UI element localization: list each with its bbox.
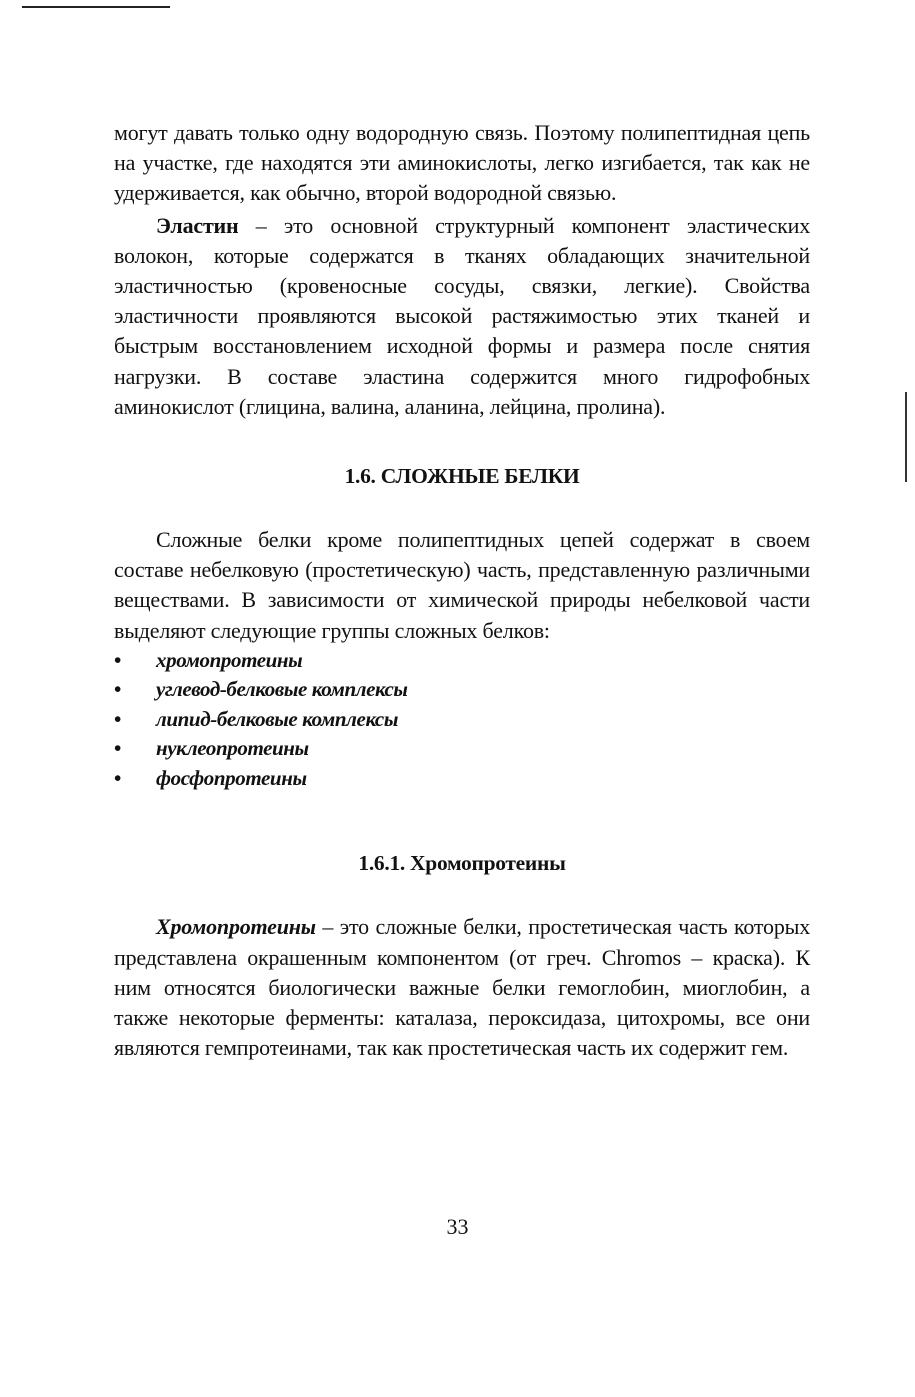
- subsection-heading: 1.6.1. Хромопротеины: [358, 851, 566, 876]
- list-item: [114, 646, 810, 676]
- group-label: хромопротеины: [156, 647, 303, 672]
- elastin-text: – это основной структурный компонент эластических волокон, которые содержатся в тканях обладающих значительной эластичностью (кровеносные сосуды, связки, легкие). Свойства эластичности проявляются высокой растяжимостью этих тканей и быстрым восстановлением исходной формы и размера после снятия нагрузки. В составе эластина содержится много гидрофобных аминокислот (глицина, валина, аланина, лейцина, пролина).: [114, 212, 810, 419]
- page-number: 33: [446, 1214, 469, 1239]
- elastin-paragraph: [114, 211, 810, 422]
- chromoproteins-term: Хромопротеины: [156, 914, 316, 940]
- elastin-term: Эластин: [156, 212, 239, 238]
- scan-edge-mark: [905, 392, 907, 482]
- page-body: [114, 118, 810, 1063]
- list-item: [114, 705, 810, 735]
- list-item: [114, 675, 810, 705]
- bullet: •: [114, 706, 121, 731]
- bullet: •: [114, 765, 121, 790]
- complex-protein-groups: [114, 646, 810, 794]
- chromoproteins-paragraph: [114, 912, 810, 1063]
- group-label: углевод-белковые комплексы: [156, 677, 408, 702]
- group-label: липид-белковые комплексы: [156, 706, 398, 731]
- group-label: фосфопротеины: [156, 765, 307, 790]
- list-item: [114, 764, 810, 794]
- bullet: •: [114, 736, 121, 761]
- bullet: •: [114, 677, 121, 702]
- top-rule: [22, 6, 170, 8]
- continued-paragraph: могут давать только одну водородную связь. Поэтому полипептидная цепь на участке, где находятся эти аминокислоты, легко изгибается, так как не удерживается, как обычно, второй водородной связью.: [114, 120, 810, 206]
- group-label: нуклеопротеины: [156, 736, 309, 761]
- section-heading: 1.6. СЛОЖНЫЕ БЕЛКИ: [344, 464, 580, 489]
- section-intro: Сложные белки кроме полипептидных цепей содержат в своем составе небелковую (простетическую) часть, представленную различными веществами. В зависимости от химической природы небелковой части выделяют следующие группы сложных белков:: [114, 527, 810, 643]
- bullet: •: [114, 647, 121, 672]
- list-item: [114, 734, 810, 764]
- chromoproteins-text: – это сложные белки, простетическая часть которых представлена окрашенным компонентом (от греч. Chromos – краска). К ним относятся биологически важные белки гемоглобин, миоглобин, а также некоторые ферменты: каталаза, пероксидаза, цитохромы, все они являются гемпротеинами, так как простетическая часть их содержит гем.: [114, 914, 810, 1061]
